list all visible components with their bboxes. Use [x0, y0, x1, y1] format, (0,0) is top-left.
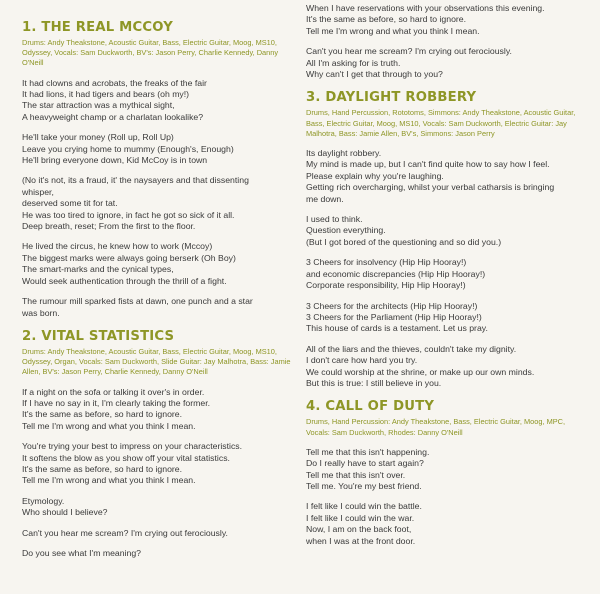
lyric-line: Now, I am on the back foot,: [306, 524, 412, 535]
lyric-line: It softens the blow as you show off your vital statistics.: [22, 452, 230, 463]
lyric-line: He was too tired to ignore, in fact he got so sick of it all.: [22, 209, 235, 220]
lyric-line: He lived the circus, he knew how to work (Mccoy): [22, 241, 213, 252]
lyric-line: I don't care how hard you try.: [306, 355, 418, 366]
lyric-line: When I have reservations with your observations this evening.: [306, 3, 545, 13]
right-column: [306, 3, 584, 547]
song-credits: Drums: Andy Theakstone, Acoustic Guitar, Bass, Electric Guitar, Moog, MS10, Odyssey, Vocals: Sam Duckworth, BV's: Jason Perry, Charlie Kennedy, Danny O'Neill: [22, 38, 279, 68]
lyric-stanza: [22, 296, 292, 319]
left-column: [22, 20, 292, 559]
lyric-line: Tell me that this isn't over.: [306, 469, 406, 480]
lyric-stanza: [306, 344, 584, 390]
lyric-line: A heavyweight champ or a charlatan lookalike?: [22, 111, 204, 122]
lyric-line: 3 Cheers for insolvency (Hip Hip Hooray!): [306, 257, 467, 268]
lyric-line: Tell me I'm wrong and what you think I mean.: [22, 475, 196, 486]
lyric-line: Would seek authentication through the thrill of a fight.: [22, 275, 227, 286]
lyric-line: It had lions, it had tigers and bears (oh my!): [22, 89, 190, 100]
lyric-line: The rumour mill sparked fists at dawn, one punch and a star: [22, 296, 253, 307]
lyric-stanza: [22, 175, 292, 232]
lyric-line: Can't you hear me scream? I'm crying out ferociously.: [306, 46, 512, 57]
lyric-line: Tell me that this isn't happening.: [306, 446, 430, 457]
lyric-line: The star attraction was a mythical sight,: [22, 100, 175, 111]
lyric-line: Deep breath, reset; From the first to the floor.: [22, 221, 196, 232]
lyric-stanza: [22, 241, 292, 287]
lyric-stanza: [22, 528, 292, 539]
lyric-line: Why can't I get that through to you?: [306, 69, 443, 80]
lyric-line: Getting rich overcharging, whilst your verbal catharsis is bringing: [306, 182, 555, 193]
lyric-line: Tell me. You're my best friend.: [306, 480, 422, 491]
lyric-line: I felt like I could win the war.: [306, 512, 415, 523]
song-section: [306, 90, 584, 389]
song-section: [22, 20, 292, 319]
lyric-stanza: [306, 148, 584, 205]
lyric-line: If a night on the sofa or talking it over's in order.: [22, 386, 205, 397]
lyric-stanza: [22, 441, 292, 487]
lyric-line: 3 Cheers for the Parliament (Hip Hip Hooray!): [306, 311, 482, 322]
lyric-line: Please explain why you're laughing.: [306, 170, 444, 181]
lyric-line: My mind is made up, but I can't find quite how to say how I feel.: [306, 159, 550, 170]
song-section: [22, 329, 292, 559]
lyric-line: The biggest marks were always going berserk (Oh Boy): [22, 252, 236, 263]
lyric-stanza: [22, 78, 292, 124]
lyric-line: You're trying your best to impress on your characteristics.: [22, 441, 243, 452]
lyric-stanza: [306, 214, 584, 248]
lyric-line: This house of cards is a testament. Let us pray.: [306, 323, 488, 334]
lyric-stanza: [306, 501, 584, 547]
lyric-stanza: [306, 3, 584, 37]
lyric-stanza: [306, 301, 584, 335]
lyric-line: All of the liars and the thieves, couldn't take my dignity.: [306, 343, 517, 354]
song-credits: Drums: Andy Theakstone, Acoustic Guitar, Bass, Electric Guitar, Moog, MS10, Odyssey, Organ, Vocals: Sam Duckworth, Slide Guitar: Jay Malhotra, Bass: Jamie Allen, BV's: Jason Perry, Charlie Kennedy, Danny O'Neill: [22, 346, 291, 377]
lyric-line: 3 Cheers for the architects (Hip Hip Hooray!): [306, 300, 478, 311]
lyric-stanza: [22, 548, 292, 559]
lyric-line: whisper,: [22, 186, 54, 197]
lyric-line: was born.: [22, 307, 60, 318]
song-credits: Drums, Hand Percussion: Andy Theakstone, Bass, Electric Guitar, Moog, MPC, Vocals: Sam Duckworth, Rhodes: Danny O'Neill: [306, 417, 566, 437]
lyric-line: deserved some tit for tat.: [22, 198, 118, 209]
lyric-line: I felt like I could win the battle.: [306, 501, 422, 512]
lyric-stanza: [306, 257, 584, 291]
lyric-line: Tell me I'm wrong and what you think I mean.: [306, 25, 480, 36]
lyric-line: (No it's not, its a fraud, it' the naysayers and that dissenting: [22, 175, 249, 186]
lyric-line: when I was at the front door.: [306, 535, 416, 546]
lyric-line: me down.: [306, 193, 344, 204]
lyric-stanza: [22, 132, 292, 166]
lyric-line: We could worship at the shrine, or make up our own minds.: [306, 366, 535, 377]
lyric-line: Do you see what I'm meaning?: [22, 548, 142, 558]
song-title: 1. THE REAL MCCOY: [22, 20, 173, 35]
lyric-line: He'll bring everyone down, Kid McCoy is in town: [22, 155, 208, 166]
lyric-line: It's the same as before, so hard to ignore.: [22, 463, 183, 474]
lyric-line: It's the same as before, so hard to ignore.: [22, 409, 183, 420]
song-title: 3. DAYLIGHT ROBBERY: [306, 90, 477, 106]
lyric-line: Can't you hear me scream? I'm crying out ferociously.: [22, 527, 228, 538]
lyric-line: Do I really have to start again?: [306, 458, 424, 469]
song-title: 4. CALL OF DUTY: [306, 399, 435, 415]
lyric-line: If I have no say in it, I'm clearly taking the former.: [22, 397, 211, 408]
lyric-stanza: [22, 387, 292, 433]
lyric-line: and economic discrepancies (Hip Hip Hooray!): [306, 268, 486, 279]
lyric-line: Who should I believe?: [22, 507, 108, 518]
lyric-stanza: [306, 46, 584, 80]
lyric-stanza: [306, 447, 584, 493]
lyric-line: The smart-marks and the cynical types,: [22, 264, 174, 275]
lyric-line: It had clowns and acrobats, the freaks of the fair: [22, 77, 207, 88]
song-credits: Drums, Hand Percussion, Rototoms, Simmons: Andy Theakstone, Acoustic Guitar, Bass, Electric Guitar, Moog, MS10, Vocals: Sam Duckworth, Electric Guitar: Jay Malhotra, Bass: Jamie Allen, BV's, Simmons: Jason Perry: [306, 108, 576, 138]
song-section: [306, 399, 584, 547]
lyric-line: Its daylight robbery.: [306, 148, 382, 159]
lyric-line: Tell me I'm wrong and what you think I mean.: [22, 420, 196, 431]
lyric-line: It's the same as before, so hard to ignore.: [306, 14, 467, 25]
lyric-line: Question everything.: [306, 225, 386, 236]
lyric-line: But this is true: I still believe in you.: [306, 377, 442, 388]
lyric-line: All I'm asking for is truth.: [306, 57, 401, 68]
lyric-line: I used to think.: [306, 214, 363, 225]
lyric-line: Etymology.: [22, 495, 65, 506]
song-title: 2. VITAL STATISTICS: [22, 328, 175, 344]
lyric-stanza: [22, 496, 292, 519]
lyric-line: He'll take your money (Roll up, Roll Up): [22, 132, 174, 143]
lyric-line: Leave you crying home to mummy (Enough's, Enough): [22, 143, 234, 154]
lyric-line: (But I got bored of the questioning and so did you.): [306, 236, 502, 247]
lyric-line: Corporate responsibility, Hip Hip Hooray!): [306, 280, 466, 291]
